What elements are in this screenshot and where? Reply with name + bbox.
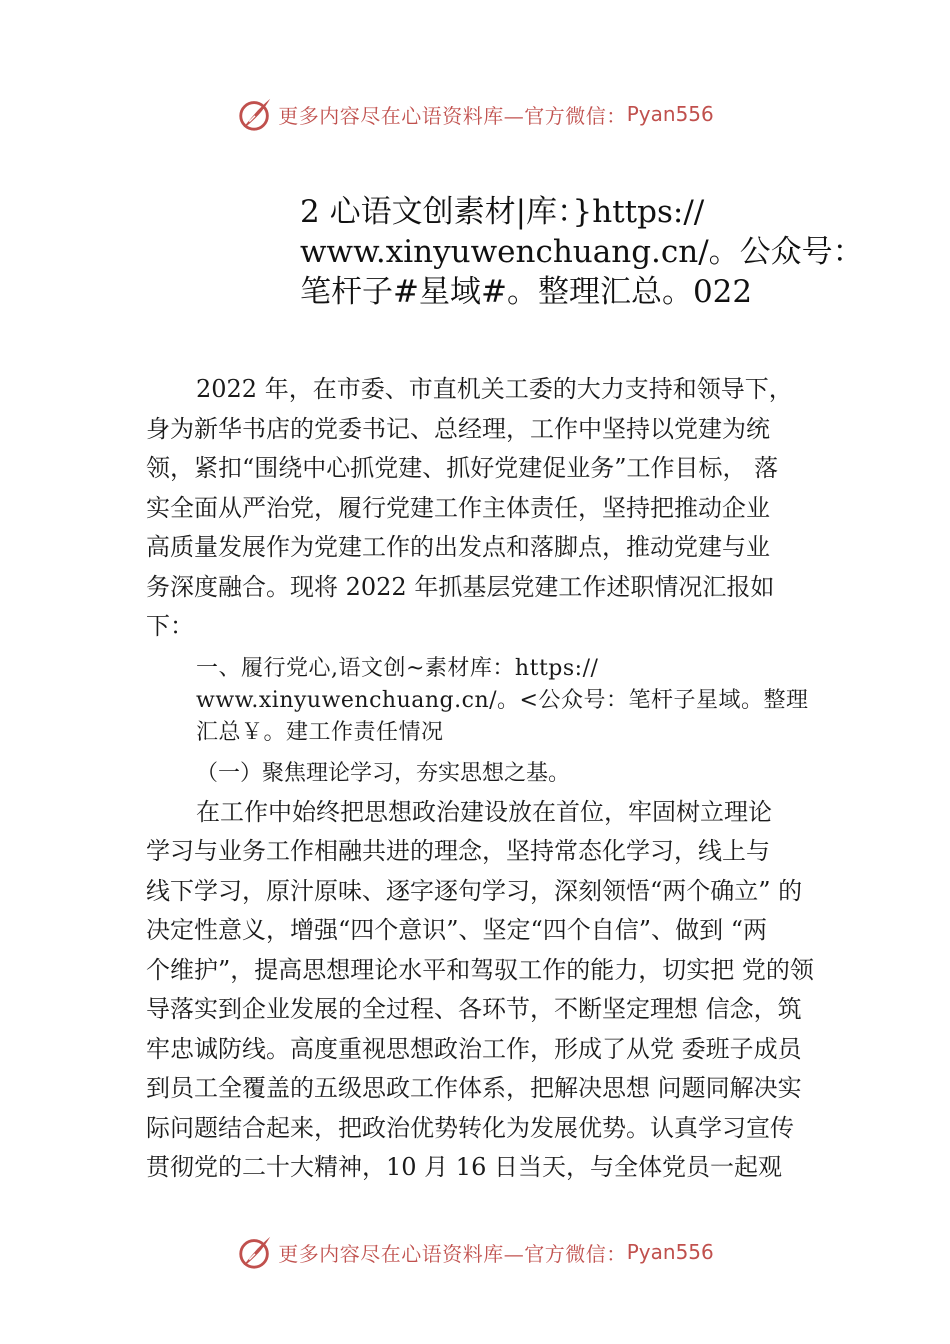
subsection-heading: （一）聚焦理论学习，夯实思想之基。	[196, 760, 571, 786]
banner-wechat-id: Pyan556	[626, 102, 714, 126]
intro-paragraph	[146, 370, 836, 647]
text-line: 际问题结合起来，把政治优势转化为发展优势。认真学习宣传	[146, 1113, 794, 1142]
footer-banner	[0, 1230, 950, 1274]
body-paragraph	[146, 793, 836, 1188]
text-line: 学习与业务工作相融共进的理念，坚持常态化学习，线上与	[146, 837, 770, 865]
banner-text: 更多内容尽在心语资料库—官方微信：	[278, 1241, 627, 1266]
text-line: 下：	[146, 612, 194, 640]
text-line: 高质量发展作为党建工作的出发点和落脚点，推动党建与业	[146, 533, 770, 561]
quill-logo-icon	[236, 95, 274, 133]
text-line: 实全面从严治党，履行党建工作主体责任，坚持把推动企业	[146, 493, 770, 522]
text-line: 决定性意义，增强“四个意识”、坚定“四个自信”、做到 “两	[146, 916, 767, 944]
text-line: 领，紧扣“围绕中心抓党建、抓好党建促业务”工作目标， 落	[146, 454, 779, 482]
text-line: 身为新华书店的党委书记、总经理，工作中坚持以党建为统	[146, 414, 770, 443]
section-heading	[146, 653, 836, 749]
text-line: 个维护”，提高思想理论水平和驾驭工作的能力，切实把 党的领	[146, 955, 814, 984]
document-title	[300, 192, 864, 312]
text-line: 贯彻党的二十大精神，10 月 16 日当天，与全体党员一起观	[146, 1153, 782, 1181]
text-line: 2022 年，在市委、市直机关工委的大力支持和领导下，	[196, 375, 793, 403]
title-line: 笔杆子#星域#。整理汇总。022	[300, 274, 753, 310]
text-line: 在工作中始终把思想政治建设放在首位，牢固树立理论	[196, 797, 772, 826]
text-line: 牢忠诚防线。高度重视思想政治工作，形成了从党 委班子成员	[146, 1034, 802, 1063]
text-line: 到员工全覆盖的五级思政工作体系，把解决思想 问题同解决实	[146, 1074, 802, 1102]
banner-wechat-id: Pyan556	[626, 1240, 714, 1264]
header-banner	[0, 92, 950, 136]
document-body	[146, 370, 836, 1188]
title-line: www.xinyuwenchuang.cn/。公众号：	[300, 234, 864, 270]
text-line: 线下学习，原汁原味、逐字逐句学习，深刻领悟“两个确立” 的	[146, 876, 803, 905]
title-line: 2 心语文创素材|库：}https://	[300, 194, 705, 230]
text-line: 务深度融合。现将 2022 年抓基层党建工作述职情况汇报如	[146, 572, 775, 601]
banner-text: 更多内容尽在心语资料库—官方微信：	[278, 103, 627, 128]
text-line: 导落实到企业发展的全过程、各环节，不断坚定理想 信念，筑	[146, 995, 802, 1023]
text-line: 汇总￥。建工作责任情况	[196, 719, 444, 745]
text-line: www.xinyuwenchuang.cn/。<公众号：笔杆子星域。整理	[196, 687, 809, 713]
text-line: 一、履行党心,语文创~素材库：https://	[196, 655, 599, 681]
quill-logo-icon	[236, 1233, 274, 1271]
